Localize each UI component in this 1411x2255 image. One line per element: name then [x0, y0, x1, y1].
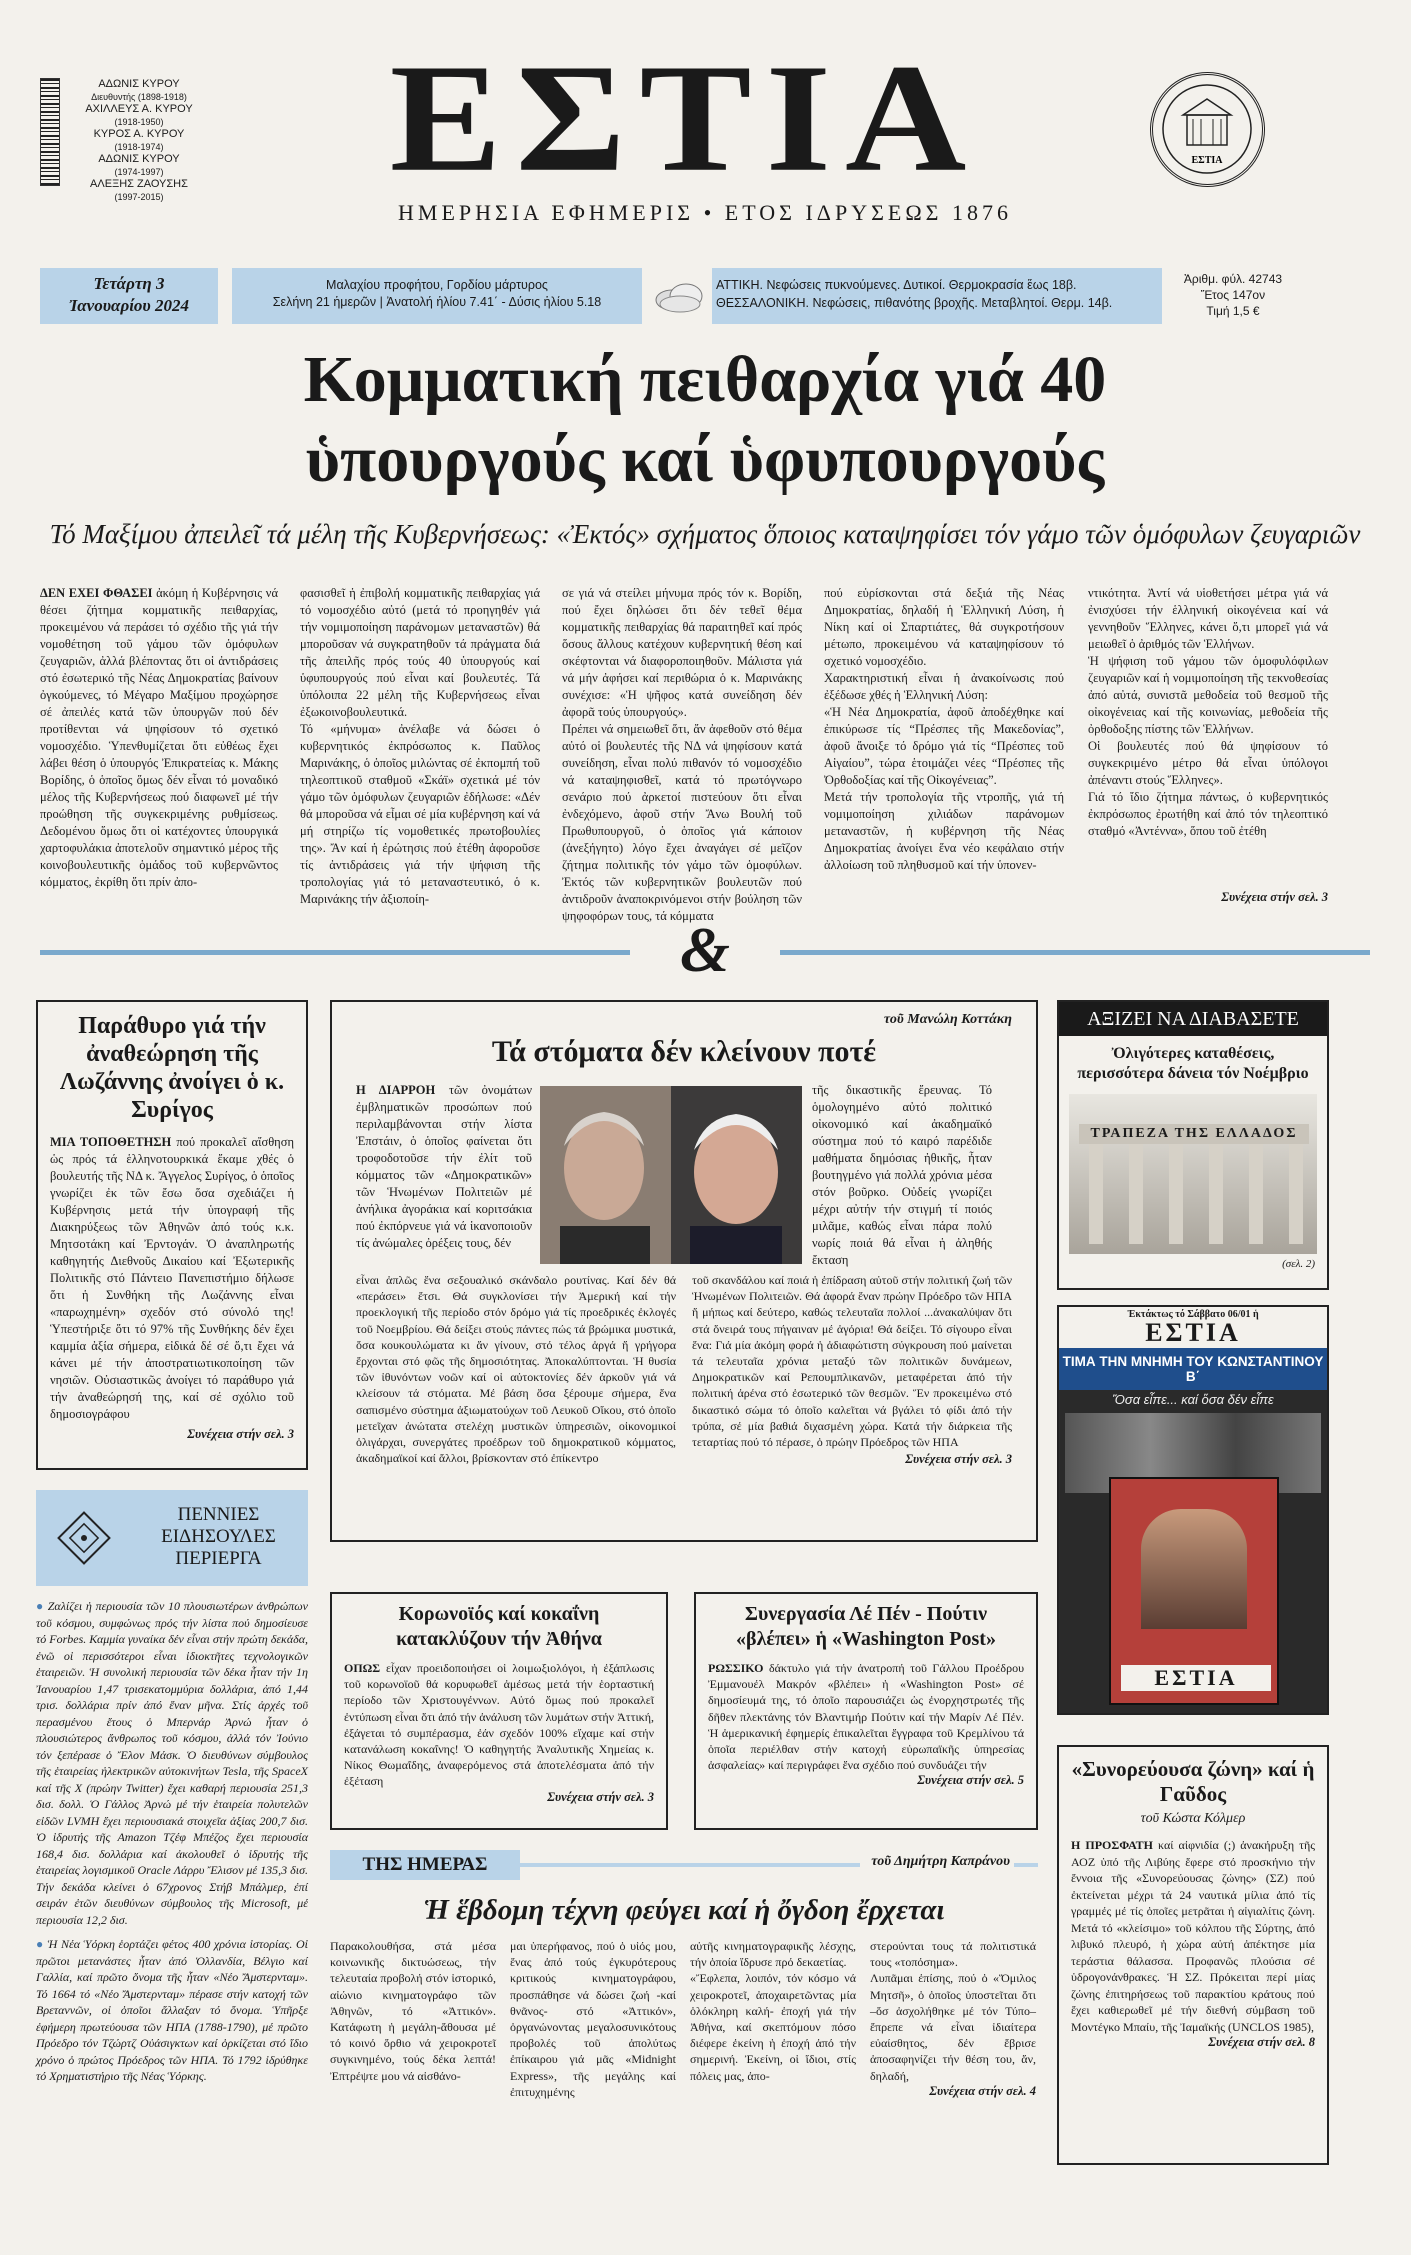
lead-col-2	[300, 585, 540, 908]
separator-bar	[780, 950, 1370, 955]
day-column	[330, 1850, 1038, 2175]
lead-col-1	[40, 585, 278, 891]
lead-text: ἀκόμη ἡ Κυβέρνησις νά θέσει ζήτημα κομματικῆς πειθαρχίας, προκειμένου νά περάσει τό σχέδιο τῆς γιά τήν νομοθέτηση τοῦ γάμου τῶν ὁμόφυλων ζευγαριῶν, ἀλλά βλέποντας ὅτι οἱ ἀντιδράσεις στό ἐσωτερικό τῆς Νέας Δημοκρατίας βαίνουν ὀγκούμενες, τό Μέγαρο Μαξίμου προχώρησε σέ ἀπειλές κατά τῶν ὑπουργῶν πού δέν προτίθενται νά ψηφίσουν τό σχετικό νομοσχέδιο. Ὑπενθυμίζεται ὅτι εὐθέως ἔχει λάβει θέση ὁ ὑπουργός Ἐπικρατείας κ. Μάκης Βορίδης, ὁ ὁποῖος ὅμως δέν εἶναι τό μοναδικό μέλος τῆς Κυβερνήσεως πού διαφωνεῖ μέ τήν προώθηση τῆς συγκεκριμένης ρυθμίσεως. Δεδομένου ὅμως ὅτι οἱ κατέχοντες ὑπουργικά χαρτοφυλάκια ἀποτελοῦν σημαντικό μέρος τῆς κοινοβουλευτικῆς ὁμάδος τοῦ κυβερνῶντος κόμματος, ἐκρίθη ὅτι πρίν ἀπο-	[40, 586, 279, 889]
lead-dropword: ΜΙΑ ΤΟΠΟΘΕΤΗΣΗ	[50, 1135, 172, 1149]
day-rule-end	[1014, 1863, 1038, 1867]
bank-inscription: ΤΡΑΠΕΖΑ ΤΗΣ ΕΛΛΑΔΟΣ	[1090, 1126, 1298, 1141]
continue-link[interactable]: Συνέχεια στήν σελ. 3	[547, 1789, 654, 1804]
lead-dropword: Η ΔΙΑΡΡΟΗ	[356, 1083, 436, 1097]
lead-headline	[40, 340, 1370, 500]
article-paragraph	[344, 1660, 654, 1790]
continue-link[interactable]: Συνέχεια στήν σελ. 5	[917, 1773, 1024, 1788]
article-paragraph	[50, 1134, 294, 1423]
pennies-header	[36, 1490, 308, 1586]
article-text: μαι ὑπερήφανος, πού ὁ υἱός μου, ἕνας ἀπό τούς ἐγκυρότερους κριτικούς κινηματογράφου, προσπάθησε νά δώσει ζωή -καί θνᾶνος- στό «Ἀττικόν», ὀργανώνοντας μεγαλοσυνικότους προβολές τοῦ ἀπολύτως ἐπίκαιρου γιά μᾶς «Midnight Express», τῆς μεγάλης καί ἐπιτυχημένης	[510, 1939, 676, 2099]
svg-text:ΕΣΤΙΑ: ΕΣΤΙΑ	[1191, 155, 1223, 166]
date-full: Ἰανουαρίου 2024	[68, 296, 189, 315]
article-text: πού προκαλεῖ αἴσθηση ὡς πρός τά ἑλληνοτουρκικά ἔκαμε χθές ὁ βουλευτής τῆς ΝΔ κ. Ἄγγελος Συρίγος, ὁ ὁποῖος γνωρίζει ἐκ τῶν ἔσω ὅσα σχεδιάζει ἡ Κυβέρνησις μετά τήν ὑπογραφή τῆς Διακηρύξεως τῶν Ἀθηνῶν ἀπό τούς κ.κ. Μητσοτάκη καί Ἐρντογάν. Ὁ ἀναπληρωτής καθηγητής Διεθνοῦς Δικαίου καί Ἐξωτερικῆς Πολιτικῆς στό Πάντειο Πανεπιστήμιο δήλωσε ὅτι ἡ Συνθήκη τῆς Λωζάννης εἶναι «παρωχημένη» σχεδόν στό σύνολό της! Ὑπεστήριξε ὅτι τό 97% τῆς Συνθήκης δέν ἔχει καμμία ἀξία σήμερα, εἰδικά δέ σέ ὅ,τι ἔχει νά κάνει μέ τήν ἀποστρατιωτικοποίηση τῶν νησιῶν. Οὐσιαστικῶς ἀνοίγει τό παράθυρο γιά τήν ἀναθεώρησή της, καί σέ σχόλιο τοῦ δημοσιογράφου	[50, 1135, 294, 1421]
founder-years: (1918-1950)	[114, 116, 164, 127]
day-body	[330, 1938, 1038, 2100]
mouths-top	[356, 1082, 1012, 1267]
lead-subhead: Τό Μαξίμου ἀπειλεῖ τά μέλη τῆς Κυβερνήσεως: «Ἐκτός» σχήματος ὅποιος καταψηφίσει τόν γάμο τῶν ὁμόφυλων ζευγαριῶν	[49, 519, 1361, 549]
lead-text: πού εὑρίσκονται στά δεξιά τῆς Νέας Δημοκρατίας, δηλαδή ἡ Ἑλληνική Λύση, ἡ Νίκη καί οἱ Σπαρτιάτες, θά συγκροτήσουν μέτωπο, προκειμένου νά καταψηφίσουν τό σχετικό νομοσχέδιο. Χαρακτηριστική εἶναι ἡ ἀνακοίνωσις πού ἐξέδωσε χθές ἡ Ἑλληνική Λύση: «Ἡ Νέα Δημοκρατία, ἀφοῦ ἀποδέχθηκε καί ἐπικύρωσε τίς “Πρέσπες τῆς Μακεδονίας”, ἀφοῦ ἄνοιξε τό δρόμο γιά τίς “Πρέσπες τοῦ Αἰγαίου”, τώρα ἑτοιμάζει νέες “Πρέσπες τῆς Ὀρθοδοξίας καί τῆς Οἰκογένειας”. Μετά τήν τροπολογία τῆς ντροπῆς, γιά τή νομιμοποίηση χιλιάδων παράνομων μεταναστῶν, ἡ κυβέρνηση τῆς Νέας Δημοκρατίας ἀνοίγει ἕνα νέο κεφάλαιο στήν ἀλλοίωση τοῦ πληθυσμοῦ καί τήν ὑπονεν-	[824, 586, 1064, 872]
founder-name: ΑΔΩΝΙΣ ΚΥΡΟΥ	[98, 153, 180, 165]
continue-link[interactable]: Συνέχεια στήν σελ. 8	[1208, 2035, 1315, 2049]
pennies-title	[136, 1504, 301, 1570]
lepen-article	[694, 1592, 1038, 1830]
seal-icon	[1153, 75, 1262, 184]
article-title: «Συνορεύουσα ζώνη» καί ἡ Γαῦδος	[1071, 1757, 1315, 1806]
pennies-section	[36, 1490, 308, 2220]
founder-years: (1918-1974)	[114, 141, 164, 152]
weather-cloud-icon	[650, 276, 708, 316]
lead-dropword: ΟΠΩΣ	[344, 1661, 381, 1675]
article-title: Τά στόματα δέν κλείνουν ποτέ	[491, 1035, 877, 1068]
weather-thessaloniki: ΘΕΣΣΑΛΟΝΙΚΗ. Νεφώσεις, πιθανότης βροχῆς. Μεταβλητοί. Θερμ. 14β.	[716, 296, 1113, 310]
promo-book	[1109, 1477, 1279, 1705]
ampersand-glyph: &	[680, 914, 730, 985]
lead-continue-link[interactable]: Συνέχεια στήν σελ. 3	[1221, 890, 1328, 904]
pennies-item	[36, 1936, 308, 2085]
separator-bar	[40, 950, 630, 955]
article-text: δάκτυλο γιά τήν ἀνατροπή τοῦ Γάλλου Προέδρου Ἐμμανουέλ Μακρόν «βλέπει» ἡ «Washington Post» σέ δημοσίευμά της, τό ὁποῖο παρουσιάζει ὡς ἐνορχηστρωτές τῆς δῆθεν πλεκτάνης τόν Βλαντιμήρ Πούτιν καί τήν Μαρίν Λέ Πέν. Ἡ ἀμερικανική ἐφημερίς ἐπικαλεῖται ἔγγραφα τοῦ Κρεμλίνου τά ὁποῖα περιέλθαν στήν κατοχή εὐρωπαϊκῆς ὑπηρεσίας ἀσφαλείας» καί περιγράφει ἕνα σχέδιο πού συνδυάζει τήν	[708, 1661, 1025, 1773]
worth-reading	[1057, 1000, 1329, 1290]
worth-title: Ὀλιγότερες καταθέσεις, περισσότερα δάνεια τόν Νοέμβριο	[1077, 1045, 1309, 1082]
mouths-article	[330, 1000, 1038, 1542]
article-text: εἶχαν προειδοποιήσει οἱ λοιμωξιολόγοι, ἡ ἐξάπλωσις τοῦ κορωνοϊοῦ θά κορυφωθεῖ ἀμέσως μετά τήν ἑορταστική περίοδο τῶν Χριστουγέννων. Αὐτό ὅμως πού προκαλεῖ ἐντύπωση εἶναι ὅτι ἀπό τήν ἀνάλυση τῶν λυμάτων στήν Ἀττική, ἐξάγεται τό συμπέρασμα, ἐάν σχεδόν 100% εἴχαμε καί στήν κατανάλωση κοκαΐνης! Ὁ καθηγητής Ἀναλυτικῆς Χημείας κ. Νίκος Θωμαΐδης, ἀναφερόμενος στά ἀποτελέσματα ἀπό τήν ἐξέταση	[344, 1661, 655, 1789]
founder-years: Διευθυντής (1898-1918)	[91, 91, 187, 102]
article-text: εἶναι ἁπλῶς ἕνα σεξουαλικό σκάνδαλο ρουτίνας. Καί δέν θά «περάσει» ἔτσι. Θά συγκλονίσει τήν Ἀμερική καί τήν προεκλογική τῆς περίοδο στόν δρόμο γιά τίς προεδρικές ἐκλογές τοῦ Νοεμβρίου. Θά δείξει στούς πάντες πώς τά βρώμικα μυστικά, ὅσα κουκουλώματα κι ἄν γίνουν, στό τέλος ἀργά ἤ γρήγορα ἔρχονται στό φῶς τῆς δημοσιότητας. Ἀποκαλύπτονται. Ἡ θυσία τῶν ἰθυνόντων νοῶν καί οἱ αὐτοκτονίες δέν ἀρκοῦν γιά νά κλείσουν τά στόματα. Μέ βάση ὅσα ξέρουμε σήμερα, ἕνα σαπισμένο σύστημα ἀξιωματούχων τοῦ Λευκοῦ Οἴκου, στό ὁποῖο μετεῖχαν ἀνώτατα στελέχη μυστικῶν ὑπηρεσιῶν, οἰκονομικοί ὀλιγάρχαι, συνεργάτες προέδρων τοῦ δημοκρατικοῦ κόμματος, ἀκαδημαϊκοί καί ἄλλοι, βρίσκονταν στό ἐπίκεντρο	[356, 1273, 676, 1466]
seal-emblem	[1150, 72, 1265, 187]
headline-line: Κομματική πειθαρχία γιά 40	[303, 343, 1107, 416]
masthead-subtitle: ΗΜΕΡΗΣΙΑ ΕΦΗΜΕΡΙΣ • ΕΤΟΣ ΙΔΡΥΣΕΩΣ 1876	[398, 200, 1012, 225]
article-text: Παρακολουθήσα, στά μέσα κοινωνικῆς δικτυώσεως, τήν τελευταία προβολή στόν ἱστορικό, αἰώνιο κινηματογράφο τῶν Ἀθηνῶν, τό «Ἀττικόν». Κατάφωτη ἡ μεγάλη-ἄθουσα μέ τό κοινό ὄρθιο νά χειροκροτεῖ συγκινημένο, τούς δέκα λεπτά! Ἐπτρέψτε μου νά αἰσθάνο-	[330, 1939, 496, 2083]
promo-subtitle: Ὅσα εἶπε... καί ὅσα δέν εἶπε	[1112, 1392, 1274, 1407]
info-date	[40, 268, 218, 324]
info-saints	[232, 268, 642, 324]
day-header	[330, 1850, 1038, 1880]
promo-top	[1059, 1307, 1327, 1348]
bullet-icon: ●	[36, 1599, 44, 1613]
article-title: Ἡ ἕβδομη τέχνη φεύγει καί ἡ ὄγδοη ἔρχεται	[423, 1894, 945, 1926]
day-col-4	[870, 1938, 1036, 2100]
sun-moon-times: Σελήνη 21 ἡμερῶν | Ἀνατολή ἡλίου 7.41΄ - Δύσις ἡλίου 5.18	[272, 295, 602, 309]
article-paragraph	[356, 1082, 532, 1252]
pennies-item	[36, 1598, 308, 1928]
masthead-title: ΕΣΤΙΑ	[389, 32, 981, 204]
article-paragraph	[708, 1660, 1024, 1773]
founder-name: ΚΥΡΟΣ Α. ΚΥΡΟΥ	[93, 128, 185, 140]
lead-dropword: Η ΠΡΟΣΦΑΤΗ	[1071, 1838, 1153, 1852]
founder-years: (1974-1997)	[114, 166, 164, 177]
day-rule	[520, 1863, 860, 1867]
founder-name: ΑΧΙΛΛΕΥΣ Α. ΚΥΡΟΥ	[85, 103, 193, 115]
lead-dropword: ΔΕΝ ΕΧΕΙ ΦΘΑΣΕΙ	[40, 586, 153, 600]
founder-years: (1997-2015)	[114, 191, 164, 202]
lead-dropword: ΡΩΣΣΙΚΟ	[708, 1661, 764, 1675]
promo-banner: ΤΙΜΑ ΤΗΝ ΜΝΗΜΗ ΤΟΥ ΚΩΝΣΤΑΝΤΙΝΟΥ Β΄	[1059, 1348, 1327, 1390]
article-byline: τοῦ Κώστα Κόλμερ	[1140, 1811, 1246, 1826]
pennies-title-line: ΠΕΡΙΕΡΓΑ	[175, 1548, 262, 1569]
continue-link[interactable]: Συνέχεια στήν σελ. 4	[929, 2083, 1036, 2098]
article-text: τῶν ὀνομάτων ἐμβληματικῶν προσώπων πού περιλαμβάνονται στήν λίστα Ἐπστάιν, ὁ ὁποῖος φαίνεται ὅτι τροφοδοτοῦσε τήν ἐλίτ τοῦ κόμματος τῶν «Δημοκρατικῶν» τῶν Ἡνωμένων Πολιτειῶν μέ ἀνήλικα ἀγοράκια καί κοριτσάκια πού ἐκπόρνευε γιά νά ἱκανοποιοῦν τίς ἀνώμαλες ὀρέξεις τους, δέν	[356, 1083, 532, 1250]
promo-top-text: Ἐκτάκτως τό Σάββατο 06/01 ἡ	[1127, 1309, 1259, 1320]
issn-barcode	[40, 78, 60, 186]
article-text: καί αἰφνιδία (;) ἀνακήρυξη τῆς ΑΟΖ ὑπό τῆς Λιβύης ἔφερε στό προσκήνιο τήν ἔννοια τῆς «Συνορεύουσας ζώνης» (ΣΖ) πού ἐκτείνεται μέχρι τά 24 ναυτικά μίλια ἀπό τίς γραμμές μέ τίς ὁποῖες μετρᾶται ἡ αἰγιαλίτις ζώνη. Μετά τό «κλείσιμο» τοῦ κόλπου τῆς Σύρτης, ἀπό λιβυκό πλευρό, ἡ χώρα αὐτή ἀπέκτησε μία τεράστια θάλασσα. Προφανῶς πλούσια σέ ὑδρογονάνθρακες. Ἡ ΣΖ. Πρόκειται περί μίας ζώνης ἐπιτηρήσεως τοῦ παρακτίου κράτους πού ἔχει καθιερωθεῖ μέ τήν διεθνή σύμβαση τοῦ Μοντέγκο Μπαίυ, τῆς Ἰαμαϊκής (UNCLOS 1985),	[1071, 1838, 1316, 2034]
mouths-bottom	[356, 1272, 1012, 1467]
article-text: τῆς δικαστικῆς ἔρευνας. Τό ὁμολογημένο αὐτό πολιτικό οἰκονομικό καί ἀκαδημαϊκό σύστημα πού τό καιρό παρέδιδε μαθήματα δημόσιας ἠθικῆς, ἦταν βουτηγμένο γιά πολλά χρόνια μέσα στόν βοῦρκο. Οὐδείς γνωρίζει μέχρι αὐτήν τήν στιγμή τί ποιός μιλᾶμε, καθώς εἶναι πάρα πολύ νωρίς ποιά θά εἶναι ἡ ἀληθής ἔκταση	[812, 1083, 992, 1267]
article-text: τοῦ σκανδάλου καί ποιά ἡ ἐπίδραση αὐτοῦ στήν πολιτική ζωή τῶν Ἡνωμένων Πολιτειῶν. Θά ἀφορά ἕναν πρώην Πρόεδρο τῶν ΗΠΑ ἤ μήπως καί δεύτερο, καθώς τελευταῖα πολλοί ...ἀνακαλύψαν ὅτι στά ὄνειρά τους πήγαιναν μέ ἀγόρια! Θά δείξει. Τό σίγουρο εἶναι ἕνα: Γιά μία ἀκόμη φορά ἡ ἀδιαφώτιστη σύγκρουση πού μαίνεται τά τελευταῖα χρόνια μεταξύ τῶν πολιτικῶν δυνάμεων, Δημοκρατικῶν καί Ρεπουμπλικανῶν, μεταφέρεται ἀπό τήν πολιτική ἀρένα στό ἐσωτερικό τῶν θεσμῶν. Ἕν προκειμένω στό δικαστικό σώμα τό ὁποῖο καλεῖται νά βγάλει τό φίδι ἀπό τήν τρύπα, σέ μία βαθιά διχασμένη χώρα. Κατά τήν διάρκεια τῆς τεταρτίας πού τό πέρασε, ὁ πρώην Πρόεδρος τῶν ΗΠΑ	[692, 1273, 1012, 1450]
portrait-photos	[540, 1086, 802, 1264]
cocaine-article	[330, 1592, 668, 1830]
pennies-text: Ζαλίζει ἡ περιουσία τῶν 10 πλουσιωτέρων ἀνθρώπων τοῦ κόσμου, συμφώνως πρός τήν λίστα πού δημοσίευσε τό Forbes. Καμμία γυναίκα δέν εἶναι στήν πρώτη δεκάδα, ἐνῶ οἱ περισσότεροι εἶναι ἰδιοκτῆτες τεχνολογικῶν ἑταιρειῶν. Ἡ συνολική περιουσία τῶν δέκα ἦταν τήν 1η Ἰανουαρίου 1,47 τρισεκατομμύρια δολλάρια, ἀπό 1,44 τρισ. δολλάρια πρίν ἀπό ἕναν μῆνα. Στίς ἀρχές τοῦ περασμένου ἔτους ὁ Μπερνάρ Ἀρνώ ἦταν ὁ πλουσιώτερος ἄνθρωπος τοῦ κόσμου, ἀλλά τόν Ἰούνιο τόν ξεπέρασε ὁ Ἔλον Μάσκ. Ὁ διευθύνων σύμβουλος τῆς ἑταιρείας ἠλεκτρικῶν αὐτοκινήτων Tesla, τῆς SpaceX καί τῆς X (πρώην Twitter) ἔχει καθαρή περιουσία 251,3 δισ. δολλ. Ὁ Γάλλος Ἀρνώ μέ τήν ἑταιρεία πολυτελῶν εἰδῶν LVMH ἔχει περιουσιακά στοιχεῖα ἀξίας 200,7 δισ. Ὁ ἱδρυτής τῆς Amazon Τζέφ Μπέζος ἔχει περιουσία 168,4 δισ. δολλάρια καί ἀκολουθεῖ ὁ ἱδρυτής τῆς ἑταιρείας λογισμικοῦ Oracle Λάρρυ Ἔλισον μέ 135,3 δισ. Τήν δεκάδα κλείνει ὁ 67χρονος Στήβ Μπάλμερ, ἐπί σειράν ἐτῶν διευθύνων σύμβουλος τῆς Microsoft, μέ περιουσία 12,2 δισ.	[36, 1599, 309, 1927]
lausanne-article	[36, 1000, 308, 1470]
founder-name: ΑΔΩΝΙΣ ΚΥΡΟΥ	[98, 78, 180, 90]
article-byline: τοῦ Δημήτρη Καπράνου	[871, 1854, 1010, 1869]
day-label: ΤΗΣ ΗΜΕΡΑΣ	[330, 1850, 520, 1880]
headline-line: ὑπουργούς καί ὑφυπουργούς	[305, 423, 1105, 496]
lead-text: φασισθεῖ ἡ ἐπιβολή κομματικῆς πειθαρχίας γιά τό νομοσχέδιο αὐτό (μετά τό προηγηθέν γιά τήν νομιμοποίηση παράνομων μεταναστῶν) θά μποροῦσαν νά συγκρατηθοῦν τά πράγματα διά τῆς ἀπειλῆς πρός τούς 40 ὑπουργούς καί ὑφυπουργούς πού εἶναι καί βουλευτές. Τά ὑπόλοιπα 22 μέλη τῆς Κυβερνήσεως εἶναι ἐξωκοινοβουλευτικά. Τό «μήνυμα» ἀνέλαβε νά δώσει ὁ κυβερνητικός ἐκπρόσωπος κ. Παῦλος Μαρινάκης, ὁ ὁποῖος μιλώντας σέ ἐκπομπή τοῦ τηλεοπτικοῦ σταθμοῦ «Σκάϊ» σχετικά μέ τόν γάμο τῶν ὁμόφυλων ζευγαριῶν ἐδήλωσε: «Δέν θά μποροῦσα νά εἶμαι σέ μία κυβέρνηση καί νά μή στηρίζω τίς νομοθετικές πρωτοβουλίες της». Ἄν καί ἡ ἐρώτησις πού ἐτέθη ἀφοροῦσε τίς ἀντιδράσεις γιά τήν ψήφιση τῆς τροπολογίας γιά τό μεταναστευτικό, ὁ κ. Μαρινάκης τήν ἀξιοποίη-	[300, 586, 540, 906]
lead-text: σε γιά νά στείλει μήνυμα πρός τόν κ. Βορίδη, πού ἔχει δηλώσει ὅτι δέν τεθεῖ θέμα κομματικῆς πειθαρχίας θά παραιτηθεῖ καί πρός ὅσους ἄλλους κατέχουν κυβερνητική θέση καί σκέφτονται νά διαφοροποιηθοῦν. Μάλιστα γιά νά μήν ἀφήσει καί περιθώρια ὁ κ. Μαρινάκης συνέχισε: «Ἡ ψῆφος κατά συνείδηση δέν ἀφορᾶ τούς ὑπουργούς». Πρέπει νά σημειωθεῖ ὅτι, ἄν ἀφεθοῦν στό θέμα αὐτό οἱ βουλευτές τῆς ΝΔ νά ψηφίσουν κατά συνείδηση, εἶναι πολύ πιθανόν τό νομοσχέδιο νά καταψηφισθεῖ, κατά τό πρωτόγνωρο σενάριο πού ἀρκετοί πιστεύουν ὅτι εἶναι ἐνδεχόμενο, ἀφοῦ στήν Ἄνω Βουλή τοῦ Πρωθυπουργοῦ, ὁ ὁποῖος γιά κάποιον (ἀνεξήγητο) λόγο ἔχει ἀναγάγει σέ μεῖζον ζήτημα πολιτικῆς τόν γάμο τῶν ὁμοφύλων. Ἐκτός τῶν κυβερνητικῶν βουλευτῶν πού ἀντιδροῦν ἀναποκρινόμενοι στήν βούληση τῶν ψηφοφόρων τους, τά κόμματα	[562, 586, 802, 923]
zone-article	[1057, 1745, 1329, 2165]
pennies-diamond-icon	[54, 1508, 114, 1568]
weather-attica: ΑΤΤΙΚΗ. Νεφώσεις πυκνούμενες. Δυτικοί. Θερμοκρασία ἕως 18β.	[716, 278, 1077, 292]
article-title: Κορωνοϊός καί κοκαΐνη κατακλύζουν τήν Ἀθήνα	[396, 1603, 602, 1650]
book-brand: ΕΣΤΙΑ	[1121, 1665, 1271, 1691]
article-paragraph	[1071, 1837, 1315, 2035]
mouths-col-right	[812, 1082, 992, 1269]
pennies-title-line: ΕΙΔΗΣΟΥΛΕΣ	[161, 1526, 276, 1547]
date-weekday: Τετάρτη 3	[93, 274, 165, 293]
bullet-icon: ●	[36, 1937, 44, 1951]
lead-text: ντικότητα. Ἀντί νά υἱοθετήσει μέτρα γιά νά ἐνισχύσει τήν ἑλληνική οἰκογένεια καί νά γεννηθοῦν Ἕλληνες, κάνει ὅ,τι μπορεῖ γιά νά μειωθεῖ ὁ ἀριθμός τῶν Ἑλλήνων. Ἡ ψήφιση τοῦ γάμου τῶν ὁμοφυλόφιλων ζευγαριῶν καί ἡ νομιμοποίηση τῆς τεκνοθεσίας ἀπό αὐτά, συνιστᾶ μεθοδεία τοῦ θεσμοῦ τῆς οἰκογένειας καί τῆς κοινωνίας, μεθοδεία τῆς ὀρθοδοξης πίστης τῶν Ἑλλήνων. Οἱ βουλευτές πού θά ψηφίσουν τό συγκεκριμένο μέτρο θά εἶναι ὑπόλογοι ἀπέναντι στούς Ἕλληνες». Γιά τό ἴδιο ζήτημα πάντως, ὁ κυβερνητικός ἐκπρόσωπος ἐρωτήθη καί ἀπό τόν τηλεοπτικό σταθμό «Ἀντέννα», ὅπου τοῦ ἐτέθη	[1088, 586, 1328, 838]
article-text: αὐτῆς κινηματογραφικῆς λέσχης, τήν ὁποία ἵδρυσε πρό δεκαετίας. «Ἔφλεπα, λοιπόν, τόν κόσμο νά χειροκροτεῖ, ἀποχαιρετῶντας μία ὁλόκληρη καλή- ἐποχή γιά τήν Ἀθήνα, καί σκεπτόμουν πόσο διέφερε ἐκείνη ἡ ἐποχή ἀπό τήν σημερινή. Ἐκείνη, οἱ ἴδιοι, στίς πόλεις μας, ἀπο-	[690, 1939, 856, 2083]
book-portrait	[1141, 1509, 1247, 1629]
pennies-title-line: ΠΕΝΝΙΕΣ	[177, 1504, 260, 1525]
bank-photo	[1069, 1094, 1317, 1254]
continue-link[interactable]: Συνέχεια στήν σελ. 3	[187, 1427, 294, 1441]
founder-name: ΑΛΕΞΗΣ ΖΑΟΥΣΗΣ	[90, 178, 188, 190]
portraits-image	[540, 1086, 802, 1264]
info-weather-box	[712, 268, 1162, 324]
pennies-text: Ἡ Νέα Ὑόρκη ἑορτάζει φέτος 400 χρόνια ἱστορίας. Οἱ πρῶτοι μετανάστες ἦταν ἀπό Ὁλλανδία, Βέλγιο καί Γαλλία, καί πρῶτο ὄνομα τῆς ἦταν «Νέο Ἄμστερνταμ». Τό 1664 τό «Νέο Ἄμστερνταμ» πέρασε στήν κατοχή τῶν Βρεταννῶν, οἱ ὁποῖοι ἄλλαξαν τό ὄνομα. Ὑπῆρξε ἐφήμερη πρωτεύουσα τῶν ΗΠΑ (1788-1790), μέ πρῶτο Πρόεδρο τόν Τζώρτζ Οὐάσιγκτων καί ὁρκίζεται στό ἴδιο χρόνο ὁ πρώτος Πρόεδρος τῶν ΗΠΑ. Τό 1792 ἱδρύθηκε τό Χρηματιστήριο τῆς Νέας Ὑόρκης.	[36, 1937, 309, 2083]
lead-col-5	[1088, 585, 1328, 885]
issue-number: Ἀριθμ. φύλ. 42743	[1183, 272, 1283, 286]
lead-paragraph	[40, 585, 278, 891]
article-title: Συνεργασία Λέ Πέν - Πούτιν «βλέπει» ἡ «Washington Post»	[736, 1603, 996, 1650]
price: Τιμή 1,5 €	[1206, 304, 1260, 318]
article-title: Παράθυρο γιά τήν ἀναθεώρηση τῆς Λωζάννης ἀνοίγει ὁ κ. Συρίγος	[59, 1013, 285, 1123]
info-issue	[1168, 268, 1298, 324]
mouths-col-left	[356, 1082, 532, 1252]
lead-col-4	[824, 585, 1064, 874]
promo-brand: ΕΣΤΙΑ	[1145, 1318, 1241, 1347]
continue-link[interactable]: Συνέχεια στήν σελ. 3	[905, 1452, 1012, 1467]
saints-of-day: Μαλαχίου προφήτου, Γορδίου μάρτυρος	[326, 278, 548, 292]
founders-list	[64, 78, 214, 203]
worth-header: ΑΞΙΖΕΙ ΝΑ ΔΙΑΒΑΣΕΤΕ	[1059, 1002, 1327, 1036]
promo-ad	[1057, 1305, 1329, 1715]
bank-building-image	[1069, 1094, 1319, 1254]
article-byline: τοῦ Μανώλη Κοττάκη	[883, 1012, 1012, 1027]
lead-col-3	[562, 585, 802, 925]
issue-year: Ἔτος 147ον	[1200, 288, 1266, 302]
article-text: στερούνται τους τά πολιτιστικά τους «τοπόσημα». Λυπᾶμαι ἐπίσης, πού ὁ «Ὅμιλος Μητσῆ», ὁ ὁποῖος ὑποστεῖται ὅτι –ὅσ ἀσχολήθηκε μέ τόν Τύπο– ἔπρεπε νά εἶναι ἰδιαίτερα εὐαίσθητος, δέν ἔβρισε ἀποσαφηνίζει τήν θέση του, ἄν, δηλαδή,	[870, 1939, 1036, 2083]
page-reference[interactable]: (σελ. 2)	[1282, 1258, 1315, 1270]
mouths-bottom-right	[692, 1272, 1012, 1467]
